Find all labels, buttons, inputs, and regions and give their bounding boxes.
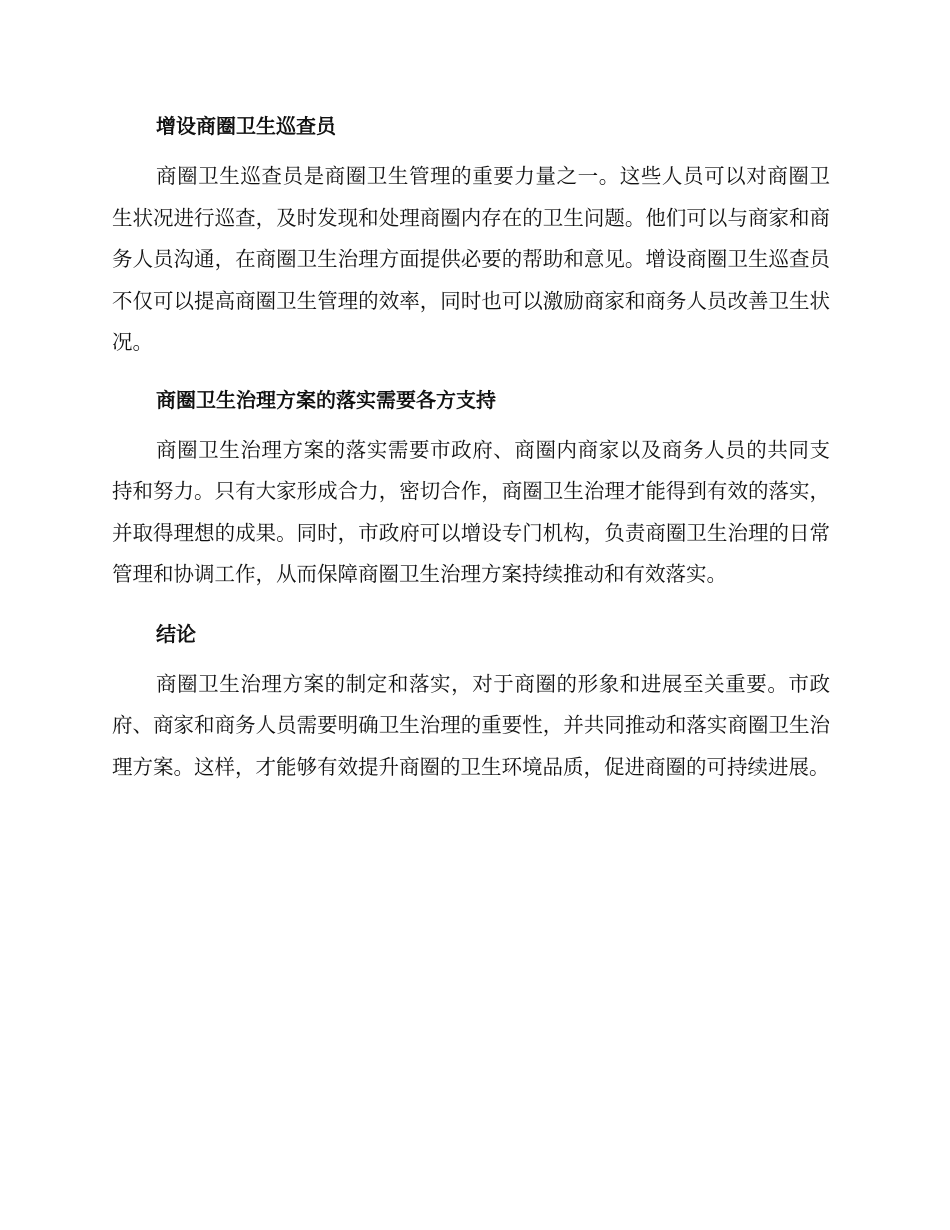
document-page [112, 108, 830, 788]
section-heading-conclusion: 结论 [156, 621, 196, 646]
section-heading-inspectors: 增设商圈卫生巡查员 [156, 114, 336, 138]
section-heading-support: 商圈卫生治理方案的落实需要各方支持 [156, 387, 496, 412]
section-paragraph-support: 商圈卫生治理方案的落实需要市政府、商圈内商家以及商务人员的共同支持和努力。只有大家形成合力，密切合作，商圈卫生治理才能得到有效的落实，并取得理想的成果。同时，市政府可以增设专门机构，负责商圈卫生治理的日常管理和协调工作，从而保障商圈卫生治理方案持续推动和有效落实。 [112, 437, 830, 586]
section-paragraph-inspectors: 商圈卫生巡查员是商圈卫生管理的重要力量之一。这些人员可以对商圈卫生状况进行巡查，及时发现和处理商圈内存在的卫生问题。他们可以与商家和商务人员沟通，在商圈卫生治理方面提供必要的帮助和意见。增设商圈卫生巡查员不仅可以提高商圈卫生管理的效率，同时也可以激励商家和商务人员改善卫生状况。 [112, 164, 830, 354]
section-paragraph-conclusion: 商圈卫生治理方案的制定和落实，对于商圈的形象和进展至关重要。市政府、商家和商务人员需要明确卫生治理的重要性，并共同推动和落实商圈卫生治理方案。这样，才能够有效提升商圈的卫生环境品质，促进商圈的可持续进展。 [112, 671, 830, 779]
